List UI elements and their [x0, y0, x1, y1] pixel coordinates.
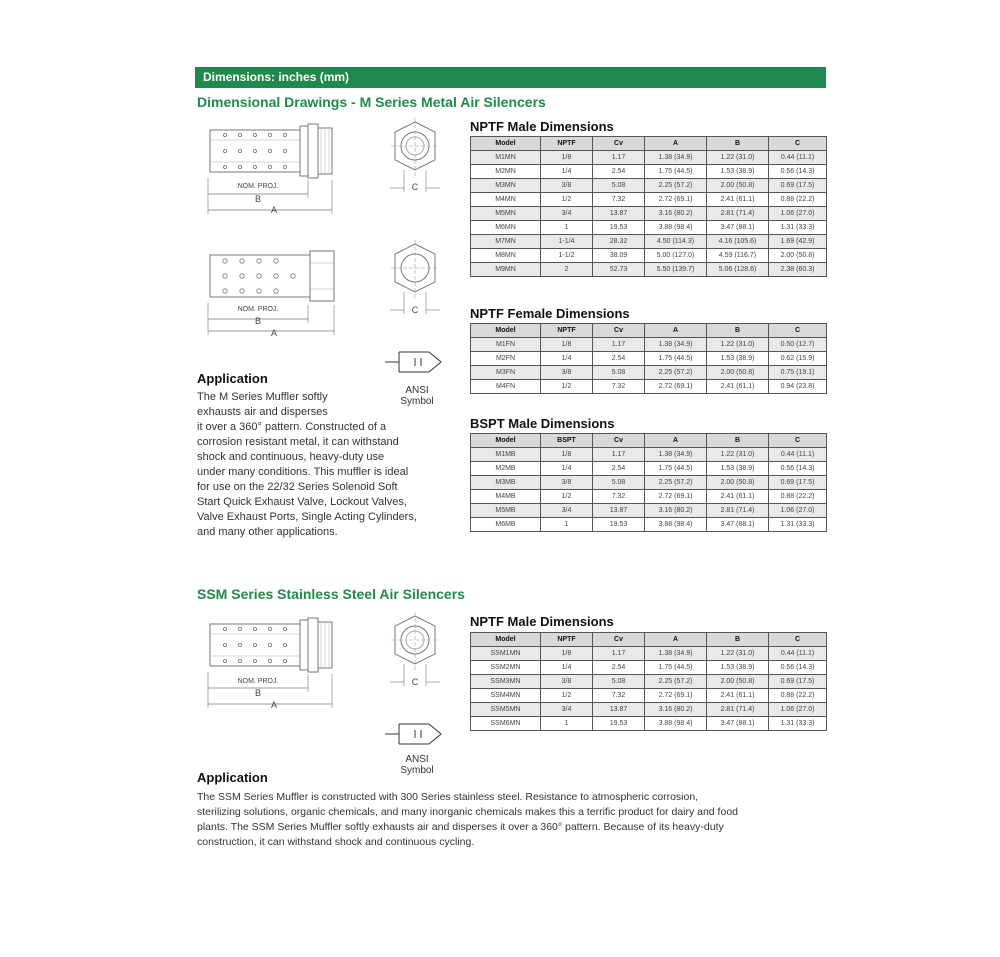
column-header: Cv [593, 324, 645, 338]
text-line: it over a 360° pattern. Constructed of a [197, 421, 387, 433]
table-cell: 1.17 [593, 448, 645, 462]
table-header-row [471, 633, 827, 647]
table-row [471, 352, 827, 366]
column-header: NPTF [541, 633, 593, 647]
table-cell: 1.53 (38.9) [707, 165, 769, 179]
dim-b-label: B [254, 316, 261, 326]
table-cell: 0.44 (11.1) [769, 448, 827, 462]
column-header: Model [471, 633, 541, 647]
table-row [471, 151, 827, 165]
table-cell: 1-1/2 [541, 249, 593, 263]
table-cell: 13.87 [593, 703, 645, 717]
table-cell: M6MB [471, 518, 541, 532]
table-cell: 19.53 [593, 717, 645, 731]
text-line: plants. The SSM Series Muffler softly exhausts air and disperses it over a 360° pattern. Because of its heavy-duty [197, 821, 724, 833]
table-cell: M7MN [471, 235, 541, 249]
table-cell: 7.32 [593, 380, 645, 394]
table-cell: 7.32 [593, 490, 645, 504]
table-cell: 2.54 [593, 352, 645, 366]
table-cell: 1.75 (44.5) [645, 352, 707, 366]
table-cell: 28.32 [593, 235, 645, 249]
table-cell: 2.00 (50.8) [707, 366, 769, 380]
dim-b-label: B [254, 194, 261, 204]
column-header: Model [471, 324, 541, 338]
table-cell: 0.69 (17.5) [769, 675, 827, 689]
table-cell: 7.32 [593, 193, 645, 207]
table-cell: 0.56 (14.3) [769, 661, 827, 675]
table-cell: M4FN [471, 380, 541, 394]
nom-proj-label: NOM. PROJ. [237, 183, 279, 190]
table-cell: SSM4MN [471, 689, 541, 703]
table-cell: 0.75 (19.1) [769, 366, 827, 380]
table-cell: 52.73 [593, 263, 645, 277]
table-cell: 1.22 (31.0) [707, 647, 769, 661]
table-cell: 2.00 (50.8) [707, 675, 769, 689]
column-header: BSPT [541, 434, 593, 448]
text-line: under many conditions. This muffler is ideal [197, 466, 409, 478]
table-cell: 19.53 [593, 518, 645, 532]
table-cell: 1/4 [541, 462, 593, 476]
table-cell: 2.00 (50.8) [707, 179, 769, 193]
m-application-text [197, 390, 437, 540]
table-cell: M2MB [471, 462, 541, 476]
table-cell: 1/8 [541, 448, 593, 462]
symbol-label: Symbol [400, 765, 434, 776]
table-row [471, 703, 827, 717]
table-cell: 38.09 [593, 249, 645, 263]
column-header: Model [471, 137, 541, 151]
table-row [471, 380, 827, 394]
m-male-side-drawing [200, 118, 345, 218]
table-row [471, 504, 827, 518]
table-cell: 1.75 (44.5) [645, 661, 707, 675]
table-cell: 5.00 (127.0) [645, 249, 707, 263]
table-cell: 2.41 (61.1) [707, 380, 769, 394]
bspt-male-table-title: BSPT Male Dimensions [470, 416, 615, 431]
ssm-application-title: Application [197, 770, 268, 785]
m-application-title: Application [197, 371, 268, 386]
dim-a-label: A [270, 328, 277, 338]
column-header: C [769, 137, 827, 151]
table-cell: 0.56 (14.3) [769, 165, 827, 179]
table-cell: 3/8 [541, 675, 593, 689]
table-cell: 1.53 (38.9) [707, 661, 769, 675]
table-cell: 3.16 (80.2) [645, 703, 707, 717]
table-cell: 5.08 [593, 675, 645, 689]
table-row [471, 366, 827, 380]
text-line: shock and continuous, heavy-duty use [197, 451, 385, 463]
dim-a-label: A [270, 205, 277, 215]
column-header: Model [471, 434, 541, 448]
text-line: Start Quick Exhaust Valve, Lockout Valves, [197, 496, 407, 508]
m-series-title: Dimensional Drawings - M Series Metal Air Silencers [197, 94, 546, 110]
table-cell: 4.59 (116.7) [707, 249, 769, 263]
column-header: C [769, 434, 827, 448]
table-row [471, 338, 827, 352]
dim-a-label: A [270, 700, 277, 710]
table-cell: 3.47 (88.1) [707, 518, 769, 532]
table-cell: 0.88 (22.2) [769, 490, 827, 504]
table-cell: M3MN [471, 179, 541, 193]
column-header: Cv [593, 633, 645, 647]
table-cell: M4MN [471, 193, 541, 207]
table-cell: 2.41 (61.1) [707, 193, 769, 207]
table-cell: 5.50 (139.7) [645, 263, 707, 277]
table-cell: 1.22 (31.0) [707, 151, 769, 165]
table-row [471, 179, 827, 193]
table-cell: 3/8 [541, 366, 593, 380]
table-cell: M2FN [471, 352, 541, 366]
table-row [471, 647, 827, 661]
table-cell: 1.31 (33.3) [769, 518, 827, 532]
table-cell: SSM5MN [471, 703, 541, 717]
bspt-male-table [470, 433, 827, 532]
npt-female-table [470, 323, 827, 394]
table-cell: 3/8 [541, 179, 593, 193]
table-cell: 2.72 (69.1) [645, 490, 707, 504]
table-cell: SSM2MN [471, 661, 541, 675]
table-cell: 2.00 (50.8) [769, 249, 827, 263]
text-line: The SSM Series Muffler is constructed with 300 Series stainless steel. Resistance to atmospheric corrosion, [197, 791, 699, 803]
table-cell: 3.88 (98.4) [645, 221, 707, 235]
table-row [471, 518, 827, 532]
table-cell: 2.38 (60.3) [769, 263, 827, 277]
column-header: C [769, 324, 827, 338]
table-cell: 1/8 [541, 338, 593, 352]
table-cell: 2.54 [593, 661, 645, 675]
table-cell: 2.72 (69.1) [645, 689, 707, 703]
table-cell: 2.81 (71.4) [707, 504, 769, 518]
dim-c-label: C [411, 305, 419, 315]
table-cell: 3.47 (88.1) [707, 221, 769, 235]
table-cell: 2.00 (50.8) [707, 476, 769, 490]
table-cell: M1MN [471, 151, 541, 165]
text-line: The M Series Muffler softly [197, 391, 328, 403]
table-cell: 13.87 [593, 504, 645, 518]
ansi-symbol-caption [392, 754, 442, 776]
column-header: C [769, 633, 827, 647]
table-cell: 1/4 [541, 661, 593, 675]
table-row [471, 675, 827, 689]
table-cell: M3MB [471, 476, 541, 490]
table-cell: 2.25 (57.2) [645, 179, 707, 193]
table-cell: 1/8 [541, 647, 593, 661]
table-cell: 0.88 (22.2) [769, 193, 827, 207]
text-line: for use on the 22/32 Series Solenoid Soft [197, 481, 398, 493]
table-cell: 2.41 (61.1) [707, 689, 769, 703]
table-cell: 1.38 (34.9) [645, 338, 707, 352]
table-cell: 1.31 (33.3) [769, 221, 827, 235]
table-cell: 1.06 (27.0) [769, 504, 827, 518]
symbol-label: Symbol [400, 396, 434, 407]
dim-b-label: B [254, 688, 261, 698]
table-header-row [471, 137, 827, 151]
table-cell: 5.08 [593, 476, 645, 490]
column-header: A [645, 633, 707, 647]
table-cell: 3.47 (88.1) [707, 717, 769, 731]
table-cell: 1.17 [593, 151, 645, 165]
table-cell: M2MN [471, 165, 541, 179]
ssm-application-text [197, 790, 837, 850]
table-cell: 3.88 (98.4) [645, 518, 707, 532]
table-cell: SSM6MN [471, 717, 541, 731]
table-cell: SSM3MN [471, 675, 541, 689]
npt-female-table-title: NPTF Female Dimensions [470, 306, 630, 321]
table-cell: M5MN [471, 207, 541, 221]
table-row [471, 717, 827, 731]
table-cell: M8MN [471, 249, 541, 263]
npt-male-table-title: NPTF Male Dimensions [470, 119, 614, 134]
column-header: A [645, 137, 707, 151]
table-cell: 3/4 [541, 504, 593, 518]
table-cell: M1MB [471, 448, 541, 462]
table-row [471, 462, 827, 476]
table-cell: 0.50 (12.7) [769, 338, 827, 352]
table-cell: 1/2 [541, 193, 593, 207]
table-cell: 1 [541, 717, 593, 731]
dim-c-label: C [411, 677, 419, 687]
table-cell: 1.31 (33.3) [769, 717, 827, 731]
table-cell: 2.72 (69.1) [645, 193, 707, 207]
dim-c-label: C [411, 182, 419, 192]
table-cell: 2.25 (57.2) [645, 675, 707, 689]
table-cell: 2.25 (57.2) [645, 476, 707, 490]
table-cell: 2.54 [593, 165, 645, 179]
table-cell: 7.32 [593, 689, 645, 703]
ssm-npt-male-table [470, 632, 827, 731]
table-cell: 1.38 (34.9) [645, 647, 707, 661]
table-cell: 1 [541, 518, 593, 532]
column-header: B [707, 324, 769, 338]
table-cell: 1.22 (31.0) [707, 338, 769, 352]
table-cell: 1/2 [541, 689, 593, 703]
text-line: corrosion resistant metal, it can withstand [197, 436, 399, 448]
column-header: A [645, 324, 707, 338]
table-header-row [471, 324, 827, 338]
table-cell: 3/4 [541, 703, 593, 717]
table-cell: 1-1/4 [541, 235, 593, 249]
table-row [471, 448, 827, 462]
table-row [471, 476, 827, 490]
nom-proj-label: NOM. PROJ. [237, 306, 279, 313]
table-cell: 1.69 (42.9) [769, 235, 827, 249]
column-header: B [707, 633, 769, 647]
column-header: B [707, 137, 769, 151]
table-cell: 1.53 (38.9) [707, 352, 769, 366]
table-cell: 3.16 (80.2) [645, 504, 707, 518]
ansi-muffler-symbol-icon [385, 350, 445, 380]
table-cell: M6MN [471, 221, 541, 235]
table-cell: 3.16 (80.2) [645, 207, 707, 221]
table-row [471, 221, 827, 235]
nom-proj-label: NOM. PROJ. [237, 678, 279, 685]
ssm-side-drawing [200, 612, 345, 712]
table-cell: 13.87 [593, 207, 645, 221]
table-cell: 1.06 (27.0) [769, 207, 827, 221]
text-line: exhausts air and disperses [197, 406, 328, 418]
column-header: A [645, 434, 707, 448]
table-cell: 0.69 (17.5) [769, 179, 827, 193]
table-row [471, 689, 827, 703]
table-cell: 1.38 (34.9) [645, 448, 707, 462]
table-cell: 1 [541, 221, 593, 235]
ansi-label: ANSI [405, 754, 429, 765]
table-cell: 2.81 (71.4) [707, 703, 769, 717]
units-banner: Dimensions: inches (mm) [195, 67, 826, 88]
text-line: construction, it can withstand shock and continuous cycling. [197, 836, 475, 848]
table-row [471, 490, 827, 504]
table-row [471, 165, 827, 179]
table-cell: 1.22 (31.0) [707, 448, 769, 462]
ansi-muffler-symbol-icon [385, 722, 445, 752]
table-row [471, 661, 827, 675]
table-cell: 1/2 [541, 380, 593, 394]
table-cell: 1/8 [541, 151, 593, 165]
table-cell: 0.44 (11.1) [769, 151, 827, 165]
column-header: Cv [593, 434, 645, 448]
table-cell: 2.72 (69.1) [645, 380, 707, 394]
table-cell: 0.69 (17.5) [769, 476, 827, 490]
column-header: Cv [593, 137, 645, 151]
ssm-table-title: NPTF Male Dimensions [470, 614, 614, 629]
table-cell: 1/4 [541, 352, 593, 366]
table-row [471, 207, 827, 221]
table-cell: 3.88 (98.4) [645, 717, 707, 731]
table-cell: 4.16 (105.6) [707, 235, 769, 249]
text-line: and many other applications. [197, 526, 338, 538]
table-cell: 1.06 (27.0) [769, 703, 827, 717]
ssm-series-title: SSM Series Stainless Steel Air Silencers [197, 586, 465, 602]
table-cell: 1/4 [541, 165, 593, 179]
text-line: Valve Exhaust Ports, Single Acting Cylinders, [197, 511, 417, 523]
table-cell: 5.08 [593, 366, 645, 380]
table-cell: M9MN [471, 263, 541, 277]
column-header: B [707, 434, 769, 448]
column-header: NPTF [541, 137, 593, 151]
table-cell: 1.17 [593, 647, 645, 661]
m-female-side-drawing [200, 245, 345, 340]
table-cell: 3/8 [541, 476, 593, 490]
table-cell: 2 [541, 263, 593, 277]
table-cell: 5.08 [593, 179, 645, 193]
table-cell: 1.75 (44.5) [645, 462, 707, 476]
table-cell: 5.06 (128.6) [707, 263, 769, 277]
table-row [471, 193, 827, 207]
table-cell: 2.25 (57.2) [645, 366, 707, 380]
table-cell: M5MB [471, 504, 541, 518]
table-cell: 0.56 (14.3) [769, 462, 827, 476]
table-cell: M1FN [471, 338, 541, 352]
table-cell: 0.88 (22.2) [769, 689, 827, 703]
npt-male-table [470, 136, 827, 277]
table-cell: 1/2 [541, 490, 593, 504]
text-line: sterilizing solutions, organic chemicals, and many inorganic chemicals makes this a terrific product for dairy and food [197, 806, 738, 818]
table-cell: 1.17 [593, 338, 645, 352]
table-cell: M3FN [471, 366, 541, 380]
table-cell: 0.94 (23.8) [769, 380, 827, 394]
table-header-row [471, 434, 827, 448]
table-cell: 1.53 (38.9) [707, 462, 769, 476]
table-cell: M4MB [471, 490, 541, 504]
table-cell: 2.81 (71.4) [707, 207, 769, 221]
table-cell: 3/4 [541, 207, 593, 221]
table-cell: 0.62 (15.9) [769, 352, 827, 366]
table-cell: 1.38 (34.9) [645, 151, 707, 165]
table-cell: 2.41 (61.1) [707, 490, 769, 504]
table-cell: 1.75 (44.5) [645, 165, 707, 179]
table-cell: 0.44 (11.1) [769, 647, 827, 661]
ansi-label: ANSI [405, 385, 429, 396]
table-row [471, 263, 827, 277]
table-cell: 19.53 [593, 221, 645, 235]
table-cell: 2.54 [593, 462, 645, 476]
column-header: NPTF [541, 324, 593, 338]
table-cell: SSM1MN [471, 647, 541, 661]
table-cell: 4.50 (114.3) [645, 235, 707, 249]
table-row [471, 235, 827, 249]
table-row [471, 249, 827, 263]
